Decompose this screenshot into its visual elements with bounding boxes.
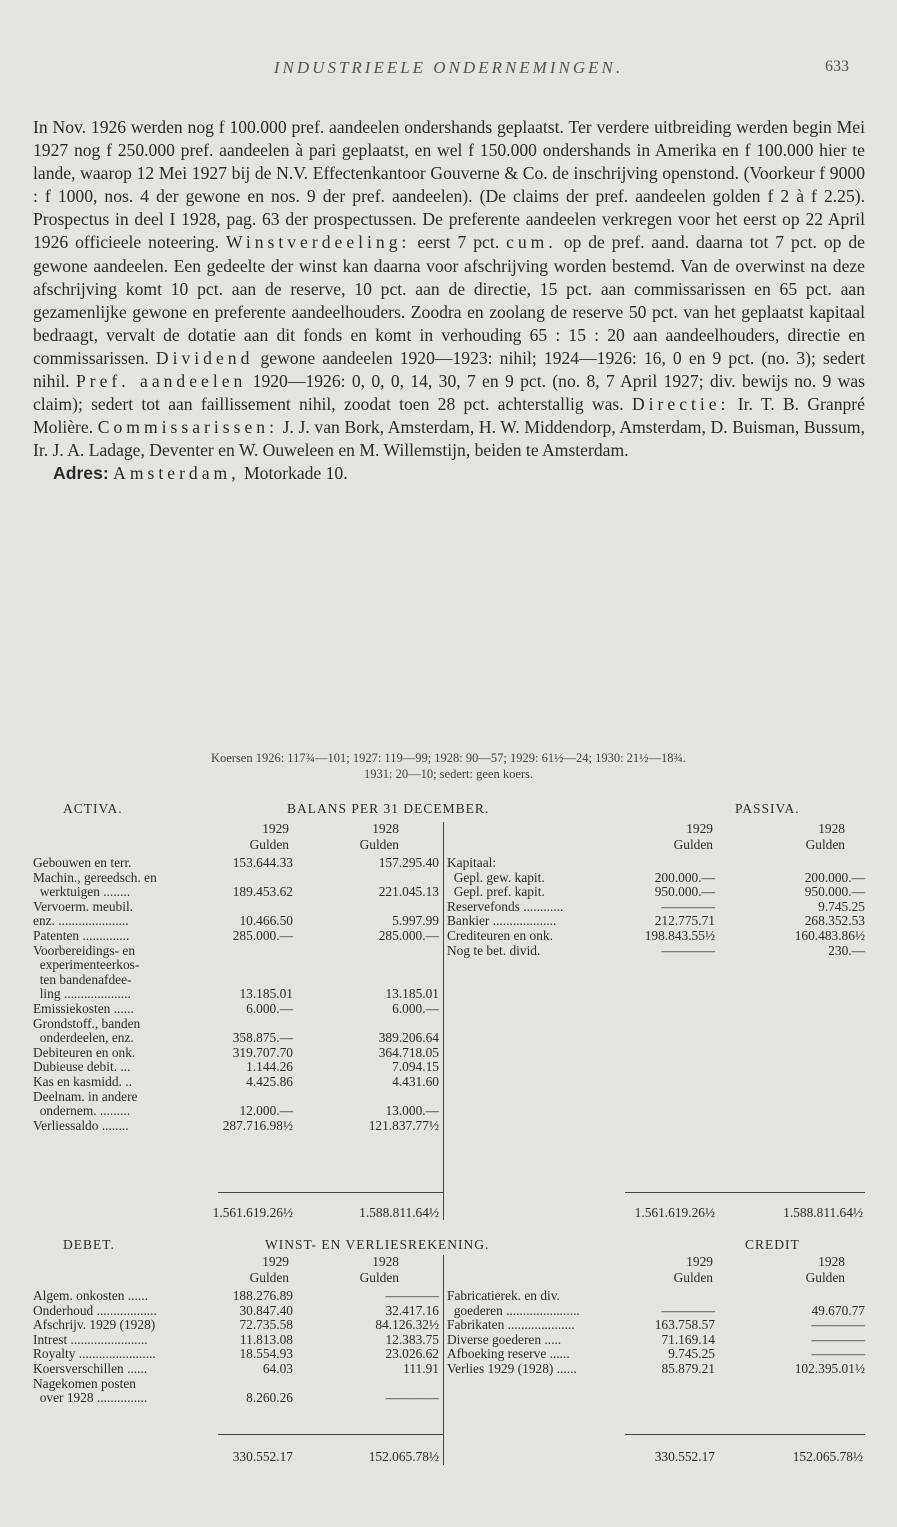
table-row — [33, 973, 433, 988]
table-row — [33, 1017, 433, 1032]
row-value-a: 11.813.08 — [239, 1331, 293, 1347]
debet-year-b: 1928 — [372, 1254, 399, 1269]
row-value-a: 71.169.14 — [661, 1331, 715, 1347]
row-label: Patenten .............. — [33, 927, 130, 943]
adres-street: Motorkade 10. — [244, 463, 348, 484]
row-value-b: 111.91 — [403, 1360, 439, 1376]
row-value-b: 285.000.— — [378, 927, 439, 943]
row-label: werktuigen ........ — [33, 884, 131, 900]
row-value-b: 200.000.— — [804, 869, 865, 885]
row-value-b: 950.000.— — [804, 884, 865, 900]
credit-unit-b: Gulden — [805, 1270, 845, 1285]
row-value-b: ———— — [385, 1390, 439, 1406]
commissarissen-label: Commissarissen: — [97, 417, 278, 438]
table-row — [33, 1331, 439, 1348]
row-value-a: 4.425.86 — [246, 1073, 293, 1089]
activa-unit-b: Gulden — [359, 837, 399, 852]
row-label: Verlies 1929 (1928) ...... — [447, 1360, 577, 1376]
row-value-b: 389.206.64 — [378, 1030, 439, 1046]
winstverdeeling-text: eerst 7 pct. — [417, 232, 500, 253]
debet-year-a: 1929 — [262, 1254, 289, 1269]
balance-divider — [443, 822, 444, 1220]
row-value-b: ———— — [811, 1346, 865, 1362]
row-value-b: ———— — [811, 1331, 865, 1347]
row-label: Gepl. pref. kapit. — [447, 884, 545, 900]
passiva-unit-b: Gulden — [805, 837, 845, 852]
table-row — [447, 1362, 865, 1377]
table-row — [33, 884, 439, 900]
table-row — [33, 1117, 439, 1134]
row-value-b: 268.352.53 — [804, 913, 865, 929]
row-label: Reservefonds ............ — [447, 898, 564, 914]
table-row — [33, 1317, 439, 1333]
table-row — [33, 855, 439, 871]
passiva-total-a: 1.561.619.26½ — [634, 1205, 715, 1220]
table-row — [33, 1390, 439, 1406]
credit-total-rule — [625, 1434, 865, 1435]
row-value-b: 121.837.77½ — [368, 1117, 439, 1133]
row-label: over 1928 ............... — [33, 1390, 148, 1406]
table-row — [447, 1333, 865, 1348]
row-value-b: 102.395.01½ — [794, 1360, 865, 1376]
row-label: ten bandenafdee- — [33, 971, 132, 987]
row-value-a: 1.144.26 — [246, 1059, 293, 1075]
row-value-a: ———— — [661, 942, 715, 958]
table-row — [33, 1360, 439, 1377]
row-label: Bankier ................... — [447, 913, 557, 929]
row-label: Nagekomen posten — [33, 1375, 137, 1391]
row-value-a: 358.875.— — [232, 1030, 293, 1046]
row-label: Crediteuren en onk. — [447, 927, 553, 943]
row-value-b: 12.383.75 — [385, 1331, 439, 1347]
passiva-total-rule — [625, 1192, 865, 1193]
activa-heading: ACTIVA. — [63, 801, 123, 816]
activa-total-b: 1.588.811.64½ — [359, 1205, 439, 1220]
row-value-a: 287.716.98½ — [222, 1117, 293, 1133]
table-row — [33, 944, 433, 959]
row-value-b: 13.000.— — [385, 1103, 439, 1119]
row-value-b: 84.126.32½ — [375, 1317, 439, 1333]
row-value-a: 198.843.55½ — [644, 927, 715, 943]
row-value-b: 7.094.15 — [392, 1059, 439, 1075]
credit-unit-a: Gulden — [673, 1270, 713, 1285]
row-value-b: 5.997.99 — [392, 913, 439, 929]
table-row — [33, 871, 433, 886]
activa-year-b: 1928 — [372, 821, 399, 836]
row-value-a: 200.000.— — [654, 869, 715, 885]
balance-sheet — [33, 802, 865, 1222]
row-value-b: 6.000.— — [392, 1000, 439, 1016]
row-value-b: ———— — [811, 1317, 865, 1333]
activa-total-rule — [218, 1192, 443, 1193]
row-value-a: 85.879.21 — [661, 1360, 715, 1376]
dividend-text: gewone aandeelen 1920—1923: nihil; 1924—1926: 16, 0 en 9 pct. (no. 3); sedert nihil. — [33, 347, 865, 392]
row-label: Verliessaldo ........ — [33, 1117, 129, 1133]
table-row — [447, 871, 865, 886]
passiva-heading: PASSIVA. — [735, 801, 800, 816]
credit-total-a: 330.552.17 — [654, 1449, 715, 1464]
row-value-a: 189.453.62 — [232, 884, 293, 900]
row-value-a: 212.775.71 — [654, 913, 715, 929]
row-value-a: ———— — [661, 1302, 715, 1318]
passiva-rows — [447, 856, 865, 958]
row-label: goederen ...................... — [447, 1302, 580, 1318]
row-label: Emissiekosten ...... — [33, 1000, 134, 1016]
row-value-a: 8.260.26 — [246, 1390, 293, 1406]
table-row — [33, 986, 439, 1002]
table-row — [33, 1288, 439, 1304]
passiva-year-b: 1928 — [818, 821, 845, 836]
row-label: Vervoerm. meubil. — [33, 898, 134, 914]
row-value-a: 163.758.57 — [654, 1317, 715, 1333]
row-value-a: 9.745.25 — [668, 1346, 715, 1362]
adres-label: Adres: — [53, 463, 109, 484]
table-row — [33, 1000, 439, 1017]
directie-text: Ir. T. B. Granpré Molière. — [33, 394, 865, 438]
table-row — [447, 914, 865, 929]
body-paragraph — [33, 116, 865, 462]
row-value-b: 49.670.77 — [811, 1302, 865, 1318]
koersen-line-2: 1931: 20—10; sedert: geen koers. — [363, 767, 534, 781]
row-value-a: 64.03 — [262, 1360, 293, 1376]
profit-loss-account — [33, 1238, 865, 1478]
table-row — [33, 1059, 439, 1075]
passiva-total-b: 1.588.811.64½ — [783, 1205, 863, 1220]
table-row — [33, 900, 433, 915]
history-text: In Nov. 1926 werden nog f 100.000 pref. aandeelen ondershands geplaatst. Ter verdere uitbreiding werden begin Mei 1927 nog f 250.000 pref. aandeelen à pari geplaatst, en wel f 150.000 ondershands in Amerika en f 100.000 hier te lande, waarop 12 Mei 1927 bij de N.V. Effectenkantoor Gouverne & Co. de inschrijving openstond. (Voorkeur f 9000 : f 1000, nos. 4 der gewone en nos. 9 der pref. aandeelen). (De claims der pref. aandeelen golden f 2 à f 2.25). Prospectus in deel I 1928, pag. 63 der prospectussen. De preferente aandeelen verkregen voor het eerst op 22 April 1926 officieele noteering. — [33, 117, 865, 253]
table-row — [33, 1030, 439, 1046]
winstverdeeling-label: Winstverdeeling: — [225, 232, 411, 253]
row-value-b: 32.417.16 — [385, 1302, 439, 1318]
debet-heading: DEBET. — [63, 1237, 115, 1252]
wv-heading: WINST- EN VERLIESREKENING. — [265, 1237, 490, 1252]
row-value-b: ———— — [385, 1288, 439, 1303]
row-value-b: 230.— — [828, 942, 865, 958]
row-value-a: 30.847.40 — [239, 1302, 293, 1318]
table-row — [447, 1304, 865, 1319]
row-value-b: 9.745.25 — [818, 898, 865, 914]
table-row — [33, 958, 433, 973]
row-label: Machin., gereedsch. en — [33, 869, 157, 885]
row-label: Voorbereidings- en — [33, 942, 136, 958]
row-label: onderdeelen, enz. — [33, 1030, 134, 1046]
page-number: 633 — [825, 58, 849, 75]
row-value-b: 157.295.40 — [378, 855, 439, 870]
table-row — [447, 1318, 865, 1333]
row-value-a: 72.735.58 — [239, 1317, 293, 1333]
row-value-b: 23.026.62 — [385, 1346, 439, 1362]
credit-year-a: 1929 — [686, 1254, 713, 1269]
credit-total-b: 152.065.78½ — [792, 1449, 863, 1464]
table-row — [33, 1103, 439, 1119]
wv-divider — [443, 1255, 444, 1465]
koersen-line-1: Koersen 1926: 117¾—101; 1927: 119—99; 1928: 90—57; 1929: 61½—24; 1930: 21½—18¾. — [210, 751, 687, 765]
row-label: Gebouwen en terr. — [33, 855, 132, 870]
debet-total-b: 152.065.78½ — [368, 1449, 439, 1464]
row-label: Gepl. gew. kapit. — [447, 869, 545, 885]
table-row — [447, 885, 865, 900]
table-row — [33, 913, 439, 929]
row-value-b: 364.718.05 — [378, 1044, 439, 1060]
row-label: experimenteerkos- — [33, 957, 140, 973]
row-value-a: 319.707.70 — [232, 1044, 293, 1060]
koersen-block — [0, 750, 897, 782]
table-row — [33, 1044, 439, 1061]
commissarissen-text: J. J. van Bork, Amsterdam, H. W. Middendorp, Amsterdam, D. Buisman, Bussum, Ir. J. A. Ladage, Deventer en W. Ouweleen en M. Willemstijn, beiden te Amsterdam. — [33, 417, 865, 461]
row-value-b: 221.045.13 — [378, 884, 439, 900]
row-value-a: 13.185.01 — [239, 986, 293, 1002]
adres-city: Amsterdam, — [113, 463, 240, 484]
row-label: Algem. onkosten ...... — [33, 1288, 148, 1303]
cum-label: cum. — [506, 232, 557, 253]
row-label: Fabrikaten .................... — [447, 1317, 575, 1333]
row-value-a: 285.000.— — [232, 927, 293, 943]
activa-unit-a: Gulden — [249, 837, 289, 852]
debet-unit-b: Gulden — [359, 1270, 399, 1285]
activa-year-a: 1929 — [262, 821, 289, 836]
dividend-label: Dividend — [155, 347, 254, 368]
balans-heading: BALANS PER 31 DECEMBER. — [287, 801, 490, 816]
table-row — [33, 1302, 439, 1319]
activa-total-a: 1.561.619.26½ — [212, 1205, 293, 1220]
debet-total-rule — [218, 1434, 443, 1435]
row-value-a: 12.000.— — [239, 1103, 293, 1119]
row-label: Onderhoud .................. — [33, 1302, 157, 1318]
row-label: Koersverschillen ...... — [33, 1360, 148, 1376]
row-value-b: 13.185.01 — [385, 986, 439, 1002]
table-row — [447, 929, 865, 944]
pref-aandeelen-label: Pref. aandeelen — [75, 371, 247, 392]
row-value-a: 153.644.33 — [232, 855, 293, 870]
row-label: Kapitaal: — [447, 855, 497, 870]
table-row — [33, 1346, 439, 1362]
row-label: Dubieuse debit. ... — [33, 1059, 131, 1075]
table-row — [447, 900, 865, 915]
row-label: Fabricatierek. en div. — [447, 1288, 560, 1303]
row-label: ondernem. ......... — [33, 1103, 131, 1119]
row-label: Afschrijv. 1929 (1928) — [33, 1317, 156, 1333]
table-row — [447, 1289, 865, 1304]
row-label: Intrest ....................... — [33, 1331, 148, 1347]
activa-rows — [33, 855, 439, 1133]
passiva-year-a: 1929 — [686, 821, 713, 836]
page-header — [0, 58, 897, 88]
row-label: Debiteuren en onk. — [33, 1044, 136, 1060]
company-description — [33, 116, 865, 486]
row-label: Deelnam. in andere — [33, 1088, 138, 1104]
credit-year-b: 1928 — [818, 1254, 845, 1269]
debet-total-a: 330.552.17 — [232, 1449, 293, 1464]
row-value-a: 950.000.— — [654, 884, 715, 900]
debet-rows — [33, 1288, 439, 1406]
row-label: Royalty ....................... — [33, 1346, 156, 1362]
table-row — [33, 1377, 433, 1392]
row-value-a: 10.466.50 — [239, 913, 293, 929]
row-value-b: 160.483.86½ — [794, 927, 865, 943]
row-value-a: ———— — [661, 898, 715, 914]
row-label: ling .................... — [33, 986, 131, 1002]
row-value-b: 4.431.60 — [392, 1073, 439, 1089]
row-label: Nog te bet. divid. — [447, 942, 541, 958]
table-row — [33, 927, 439, 944]
credit-heading: CREDIT — [745, 1237, 800, 1252]
row-value-a: 188.276.89 — [232, 1288, 293, 1303]
row-value-a: 18.554.93 — [239, 1346, 293, 1362]
row-label: enz. ..................... — [33, 913, 129, 929]
table-row — [33, 1073, 439, 1090]
address-line — [33, 462, 865, 485]
row-label: Diverse goederen ..... — [447, 1331, 562, 1347]
table-row — [447, 856, 865, 871]
passiva-unit-a: Gulden — [673, 837, 713, 852]
row-label: Kas en kasmidd. .. — [33, 1073, 132, 1089]
table-row — [33, 1090, 433, 1105]
table-row — [447, 944, 865, 959]
table-row — [447, 1347, 865, 1362]
row-label: Grondstoff., banden — [33, 1015, 141, 1031]
row-value-a: 6.000.— — [246, 1000, 293, 1016]
row-label: Afboeking reserve ...... — [447, 1346, 570, 1362]
directie-label: Directie: — [631, 394, 730, 415]
debet-unit-a: Gulden — [249, 1270, 289, 1285]
winstverdeeling-text-2: op de pref. aand. daarna tot 7 pct. op de gewone aandeelen. Een gedeelte der winst kan daarna voor afschrijving worden bestemd. Van de overwinst na deze afschrijving komt 10 pct. aan de reserve, 10 pct. aan de directie, 15 pct. aan commissarissen en 65 pct. aan gezamenlijke gewone en preferente aandeelhouders. Zoodra en zoolang de reserve 50 pct. van het geplaatst kapitaal bedraagt, vervalt de dotatie aan dit fonds en komt in verhouding 65 : 15 : 20 aan aandeelhouders, directie en commissarissen. — [33, 232, 865, 368]
running-title: INDUSTRIEELE ONDERNEMINGEN. — [273, 58, 624, 77]
pref-aandeelen-text: 1920—1926: 0, 0, 0, 14, 30, 7 en 9 pct. (no. 8, 7 April 1927; div. bewijs no. 9 was claim); sedert tot aan faillissement nihil, zoodat toen 28 pct. achterstallig was. — [33, 371, 865, 415]
credit-rows — [447, 1289, 865, 1377]
